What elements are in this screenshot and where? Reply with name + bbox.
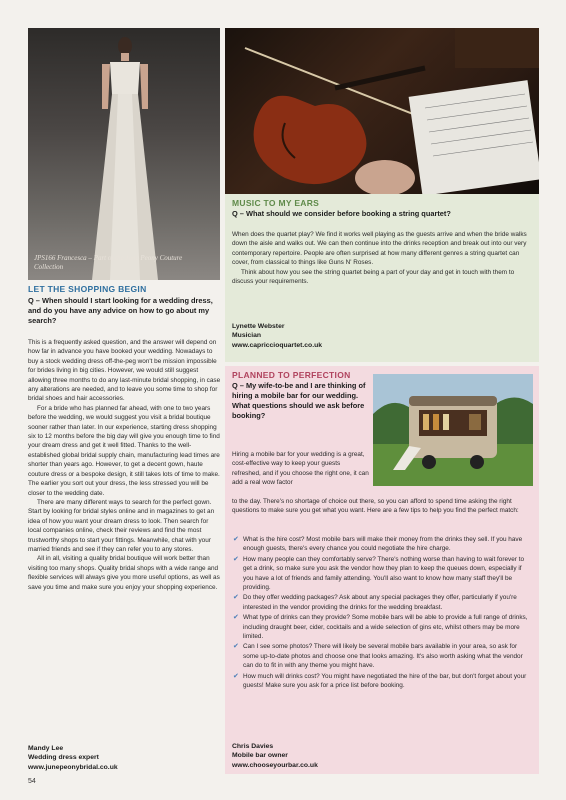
violin-photo bbox=[225, 28, 539, 194]
music-question: Q – What should we consider before booking a string quartet? bbox=[232, 209, 451, 218]
sig-role: Musician bbox=[232, 332, 262, 340]
dress-illustration bbox=[88, 34, 162, 280]
left-signature bbox=[28, 744, 118, 772]
sig-name: Mandy Lee bbox=[28, 745, 64, 752]
left-paragraph: There are many different ways to search for the perfect gown. Start by looking for bridal styles online and in magazines to get an idea of how you want your dream dress to look. Then search for local companies online, check their reviews and find the most trustworthy shops to start your fittings. Meanwhile, chat with your married friends and see if they can refer you to any stores. bbox=[28, 498, 215, 553]
bar-tips-list bbox=[233, 535, 533, 692]
mobile-bar-section bbox=[225, 366, 539, 774]
music-section bbox=[225, 194, 539, 362]
bullet-text: What is the hire cost? Most mobile bars will make their money from the drinks they sell. If you have enough guests, there's every chance you could negotiate the hire charge. bbox=[243, 536, 523, 553]
bullet-text: How much will drinks cost? You might have negotiated the hire of the bar, but don't forget about your guests! Make sure you ask for a price list before booking. bbox=[243, 672, 527, 690]
violin-illustration bbox=[225, 28, 539, 194]
bar-question: Q – My wife-to-be and I are thinking of hiring a mobile bar for our wedding. What questions should we ask before booking? bbox=[232, 381, 366, 420]
sig-url[interactable]: www.capriccioquartet.co.uk bbox=[232, 341, 323, 349]
checkmark-icon: ✔ bbox=[233, 672, 239, 680]
checkmark-icon: ✔ bbox=[233, 614, 239, 622]
music-paragraph: When does the quartet play? We find it works well playing as the guests arrive and when the bride walks down the aisle and walks out. We can then continue into the drinks reception and break out into our very contemporary repertoire. People are often surprised at how many different genres a string quartet can cover, from classical to things like Guns N' Roses. bbox=[232, 231, 527, 267]
page-number: 54 bbox=[28, 778, 36, 785]
checkmark-icon: ✔ bbox=[233, 594, 239, 602]
bar-section-title: PLANNED TO PERFECTION bbox=[232, 370, 351, 380]
music-body bbox=[232, 230, 534, 286]
list-item bbox=[233, 555, 533, 593]
checkmark-icon: ✔ bbox=[233, 643, 239, 651]
checkmark-icon: ✔ bbox=[233, 536, 239, 543]
sig-role: Mobile bar owner bbox=[232, 752, 288, 760]
checkmark-icon: ✔ bbox=[233, 555, 239, 563]
list-item bbox=[233, 642, 533, 670]
bullet-text: Do they offer wedding packages? Ask about any special packages they offer, particularly if you're interested in the vendor providing the drinks for the wedding breakfast. bbox=[243, 594, 517, 611]
music-section-title: MUSIC TO MY EARS bbox=[232, 198, 320, 208]
mobile-bar-photo bbox=[373, 374, 533, 486]
music-paragraph: Think about how you see the string quartet being a part of your day and get in touch with them to discuss your requirements. bbox=[232, 268, 515, 286]
left-paragraph: All in all, visiting a quality bridal boutique will work better than visiting too many shops. Quality bridal shops with a wide range and flexible services will always give you more useful options, as well as save you time and make sure you enjoy your shopping experience. bbox=[28, 555, 220, 591]
music-signature bbox=[232, 322, 322, 350]
sig-name: Chris Davies bbox=[232, 743, 274, 750]
sig-name: Lynette Webster bbox=[232, 323, 285, 330]
left-body bbox=[28, 338, 221, 592]
left-question: Q – When should I start looking for a wedding dress, and do you have any advice on how to go about my search? bbox=[28, 296, 213, 325]
left-paragraph: This is a frequently asked question, and the answer will depend on how far in advance you have booked your wedding. Nowadays to buy a stock wedding dress off-the-peg won't be mission impossible for brides living in big cities. However, we would still suggest allowing three months to do any last-minute bridal shopping, in case any alterations are needed, and to leave you some time to shop for bridal shoes and hair accessories. bbox=[28, 339, 221, 403]
photo-caption: JPS166 Francesca – Part of the June Peony Couture Collection bbox=[34, 254, 183, 271]
list-item bbox=[233, 613, 533, 641]
sig-role: Wedding dress expert bbox=[28, 754, 99, 762]
bar-intro-continued: to the day. There's no shortage of choice out there, so you can afford to spend time asking the right questions to make sure you get what you want. Here are a few tips to help you find the perfect match: bbox=[232, 498, 519, 515]
left-paragraph: For a bride who has planned far ahead, with one to two years before the wedding, we would suggest you visit a bridal boutique sooner rather than later. In our experience, starting dress shopping six to 12 months before the big day will give you enough time to find your dream dress and get it well fitted. Thanks to the well-established global bridal supply chain, manufacturing lead times are shorter than years ago. However, to get a decent gown, haute couture dress or a bespoke design, it still takes lots of time to make. The earlier you sort out your dress, the less stressed you will be closer to the wedding date. bbox=[28, 404, 220, 497]
sig-url[interactable]: www.chooseyourbar.co.uk bbox=[232, 761, 318, 769]
sig-url[interactable]: www.junepeonybridal.co.uk bbox=[28, 763, 118, 771]
list-item bbox=[233, 535, 533, 554]
wedding-dress-photo bbox=[28, 28, 220, 280]
left-section-title: LET THE SHOPPING BEGIN bbox=[28, 284, 147, 294]
bullet-text: What type of drinks can they provide? Some mobile bars will be able to provide a full range of drinks, including draught beer, cider, cocktails and a wide selection of gins etc, whilst others may be more limited. bbox=[243, 614, 528, 641]
bar-signature bbox=[232, 742, 318, 770]
horsebox-bar-illustration bbox=[373, 374, 533, 486]
list-item bbox=[233, 672, 533, 691]
list-item bbox=[233, 593, 533, 612]
bullet-text: How many people can they comfortably serve? There's nothing worse than having to wait forever to get a drink, so make sure you ask the vendor how they plan to keep the queues down, especially if you have a lot of friends and family attending. You'll also want to know how many staff they'll be providing. bbox=[243, 555, 525, 592]
bar-intro: Hiring a mobile bar for your wedding is a great, cost-effective way to keep your guests refreshed, and if you choose the right one, it can add a real wow factor bbox=[232, 451, 369, 487]
bullet-text: Can I see some photos? There will likely be several mobile bars available in your area, so ask for some up-to-date photos and choose one that looks amazing. It's also worth asking what the vendor can do to fit in with any theme you might have. bbox=[243, 643, 523, 670]
